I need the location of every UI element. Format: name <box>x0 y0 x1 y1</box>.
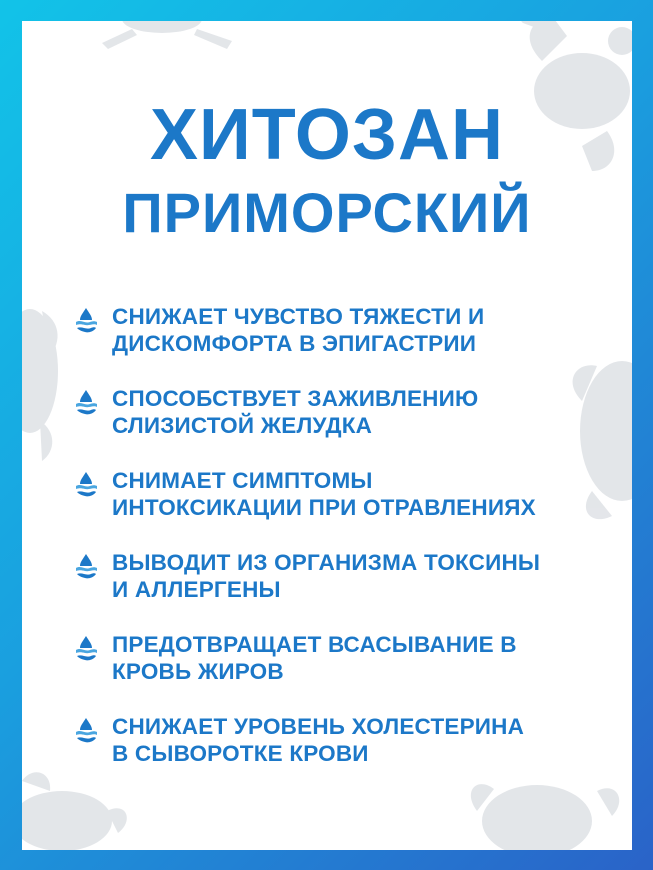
poster-panel <box>22 21 632 850</box>
crab-top-small-icon <box>102 21 232 49</box>
product-title <box>22 95 632 244</box>
benefit-item <box>74 549 619 631</box>
water-drop-icon <box>74 553 98 579</box>
benefits-list <box>74 303 619 795</box>
benefit-item <box>74 303 619 385</box>
water-drop-icon <box>74 717 98 743</box>
benefit-item <box>74 385 619 467</box>
water-drop-icon <box>74 389 98 415</box>
water-drop-icon <box>74 635 98 661</box>
benefit-text: СНИЖАЕТ ЧУВСТВО ТЯЖЕСТИ И ДИСКОМФОРТА В ЭПИГАСТРИИ <box>112 304 485 356</box>
benefit-text: ВЫВОДИТ ИЗ ОРГАНИЗМА ТОКСИНЫ И АЛЛЕРГЕНЫ <box>112 550 541 602</box>
benefit-item <box>74 467 619 549</box>
title-line-2: ПРИМОРСКИЙ <box>122 181 532 244</box>
benefit-text: ПРЕДОТВРАЩАЕТ ВСАСЫВАНИЕ В КРОВЬ ЖИРОВ <box>112 632 517 684</box>
water-drop-icon <box>74 307 98 333</box>
crab-left-icon <box>22 309 58 461</box>
title-line-1: ХИТОЗАН <box>149 95 505 175</box>
benefit-text: СПОСОБСТВУЕТ ЗАЖИВЛЕНИЮ СЛИЗИСТОЙ ЖЕЛУДКА <box>112 386 479 438</box>
benefit-text: СНИМАЕТ СИМПТОМЫ ИНТОКСИКАЦИИ ПРИ ОТРАВЛЕНИЯХ <box>112 468 536 520</box>
benefit-text: СНИЖАЕТ УРОВЕНЬ ХОЛЕСТЕРИНА В СЫВОРОТКЕ КРОВИ <box>112 714 525 766</box>
benefit-item <box>74 631 619 713</box>
water-drop-icon <box>74 471 98 497</box>
benefit-item <box>74 713 619 795</box>
